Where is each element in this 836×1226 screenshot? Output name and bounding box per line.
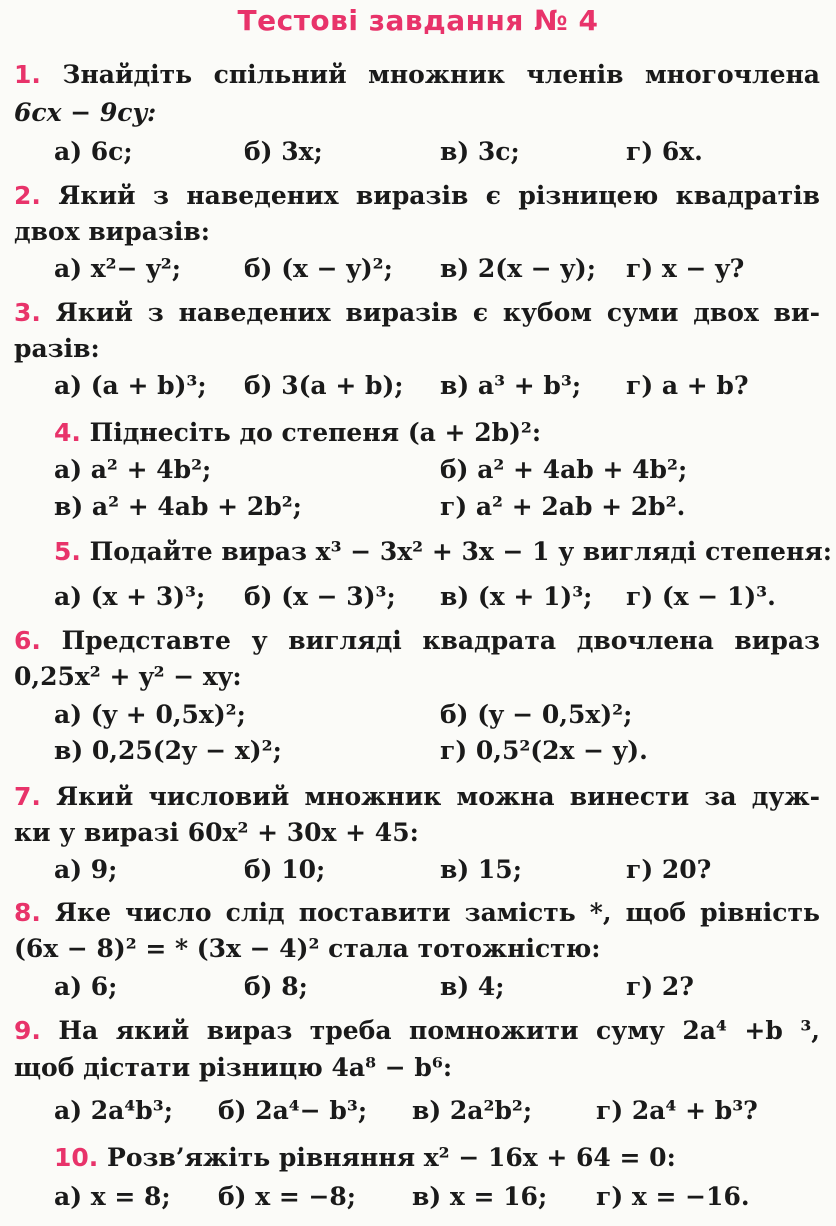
option-d[interactable]: г) a + b? xyxy=(626,371,749,400)
option-c[interactable]: в) 0,25(2y − x)²; xyxy=(54,736,282,765)
option-b[interactable]: б) x = −8; xyxy=(218,1182,357,1211)
question-number: 4. xyxy=(54,418,81,447)
question-7 xyxy=(14,782,820,812)
question-text-continued: (6x − 8)² = * (3x − 4)² стала тотожністю: xyxy=(14,934,601,963)
option-d[interactable]: г) a² + 2ab + 2b². xyxy=(440,492,686,521)
option-c[interactable]: в) 2(x − y); xyxy=(440,254,596,283)
option-d[interactable]: г) x = −16. xyxy=(596,1182,750,1211)
question-number: 8. xyxy=(14,898,41,927)
option-d[interactable]: г) 6x. xyxy=(626,137,703,166)
option-a[interactable]: а) 6c; xyxy=(54,137,133,166)
option-a[interactable]: а) 2a⁴b³; xyxy=(54,1096,173,1125)
question-text: Який з наведених виразів є різницею квадратів xyxy=(58,181,820,210)
option-a[interactable]: а) (y + 0,5x)²; xyxy=(54,700,246,729)
option-a[interactable]: а) (x + 3)³; xyxy=(54,582,206,611)
question-text-continued: ки у виразі 60x² + 30x + 45: xyxy=(14,818,419,847)
option-d[interactable]: г) 2? xyxy=(626,972,694,1001)
page-title: Тестові завдання № 4 xyxy=(237,4,599,37)
question-3 xyxy=(14,298,820,328)
option-c[interactable]: в) a³ + b³; xyxy=(440,371,582,400)
question-9 xyxy=(14,1016,820,1046)
option-d[interactable]: г) (x − 1)³. xyxy=(626,582,776,611)
option-b[interactable]: б) (y − 0,5x)²; xyxy=(440,700,633,729)
question-text-continued: двох виразів: xyxy=(14,217,210,246)
question-number: 3. xyxy=(14,298,41,327)
option-c[interactable]: в) x = 16; xyxy=(412,1182,548,1211)
option-c[interactable]: в) a² + 4ab + 2b²; xyxy=(54,492,302,521)
question-text-continued: разів: xyxy=(14,334,100,363)
option-c[interactable]: в) (x + 1)³; xyxy=(440,582,593,611)
option-c[interactable]: в) 3c; xyxy=(440,137,520,166)
question-text-continued: 6cx − 9cy: xyxy=(14,98,157,127)
question-text: На який вираз треба помножити суму 2a⁴ +b ³, xyxy=(58,1016,820,1045)
option-b[interactable]: б) 8; xyxy=(244,972,308,1001)
question-text: Подайте вираз x³ − 3x² + 3x − 1 у вигляді степеня: xyxy=(89,537,832,566)
question-text-continued: 0,25x² + y² − xy: xyxy=(14,662,242,691)
question-text: Який з наведених виразів є кубом суми двох ви- xyxy=(55,298,820,327)
question-text: Представте у вигляді квадрата двочлена вираз xyxy=(61,626,820,655)
question-1 xyxy=(14,60,820,90)
question-4 xyxy=(54,418,541,448)
option-b[interactable]: б) 10; xyxy=(244,855,326,884)
question-5 xyxy=(54,537,832,567)
question-number: 10. xyxy=(54,1143,99,1172)
question-text: Розв’яжіть рівняння x² − 16x + 64 = 0: xyxy=(107,1143,676,1172)
option-d[interactable]: г) 0,5²(2x − y). xyxy=(440,736,648,765)
question-number: 6. xyxy=(14,626,41,655)
question-number: 9. xyxy=(14,1016,41,1045)
question-10 xyxy=(54,1143,676,1173)
question-number: 7. xyxy=(14,782,41,811)
option-c[interactable]: в) 4; xyxy=(440,972,505,1001)
question-text: Який числовий множник можна винести за дуж- xyxy=(56,782,820,811)
question-text: Знайдіть спільний множник членів многочлена xyxy=(62,60,820,89)
option-a[interactable]: а) (a + b)³; xyxy=(54,371,207,400)
question-8 xyxy=(14,898,820,928)
option-b[interactable]: б) 2a⁴− b³; xyxy=(218,1096,368,1125)
option-a[interactable]: а) x²− y²; xyxy=(54,254,181,283)
option-d[interactable]: г) 20? xyxy=(626,855,712,884)
question-number: 5. xyxy=(54,537,81,566)
option-b[interactable]: б) a² + 4ab + 4b²; xyxy=(440,455,688,484)
question-number: 2. xyxy=(14,181,41,210)
option-b[interactable]: б) (x − 3)³; xyxy=(244,582,396,611)
option-b[interactable]: б) 3x; xyxy=(244,137,323,166)
option-d[interactable]: г) 2a⁴ + b³? xyxy=(596,1096,758,1125)
option-c[interactable]: в) 15; xyxy=(440,855,522,884)
option-b[interactable]: б) 3(a + b); xyxy=(244,371,404,400)
option-b[interactable]: б) (x − y)²; xyxy=(244,254,393,283)
option-d[interactable]: г) x − y? xyxy=(626,254,745,283)
option-c[interactable]: в) 2a²b²; xyxy=(412,1096,533,1125)
question-6 xyxy=(14,626,820,656)
option-a[interactable]: а) x = 8; xyxy=(54,1182,171,1211)
question-text: Піднесіть до степеня (a + 2b)²: xyxy=(89,418,542,447)
option-a[interactable]: а) a² + 4b²; xyxy=(54,455,212,484)
question-text: Яке число слід поставити замість *, щоб рівність xyxy=(55,898,820,927)
option-a[interactable]: а) 6; xyxy=(54,972,118,1001)
question-number: 1. xyxy=(14,60,41,89)
question-text-continued: щоб дістати різницю 4a⁸ − b⁶: xyxy=(14,1053,453,1082)
option-a[interactable]: а) 9; xyxy=(54,855,118,884)
question-2 xyxy=(14,181,820,211)
